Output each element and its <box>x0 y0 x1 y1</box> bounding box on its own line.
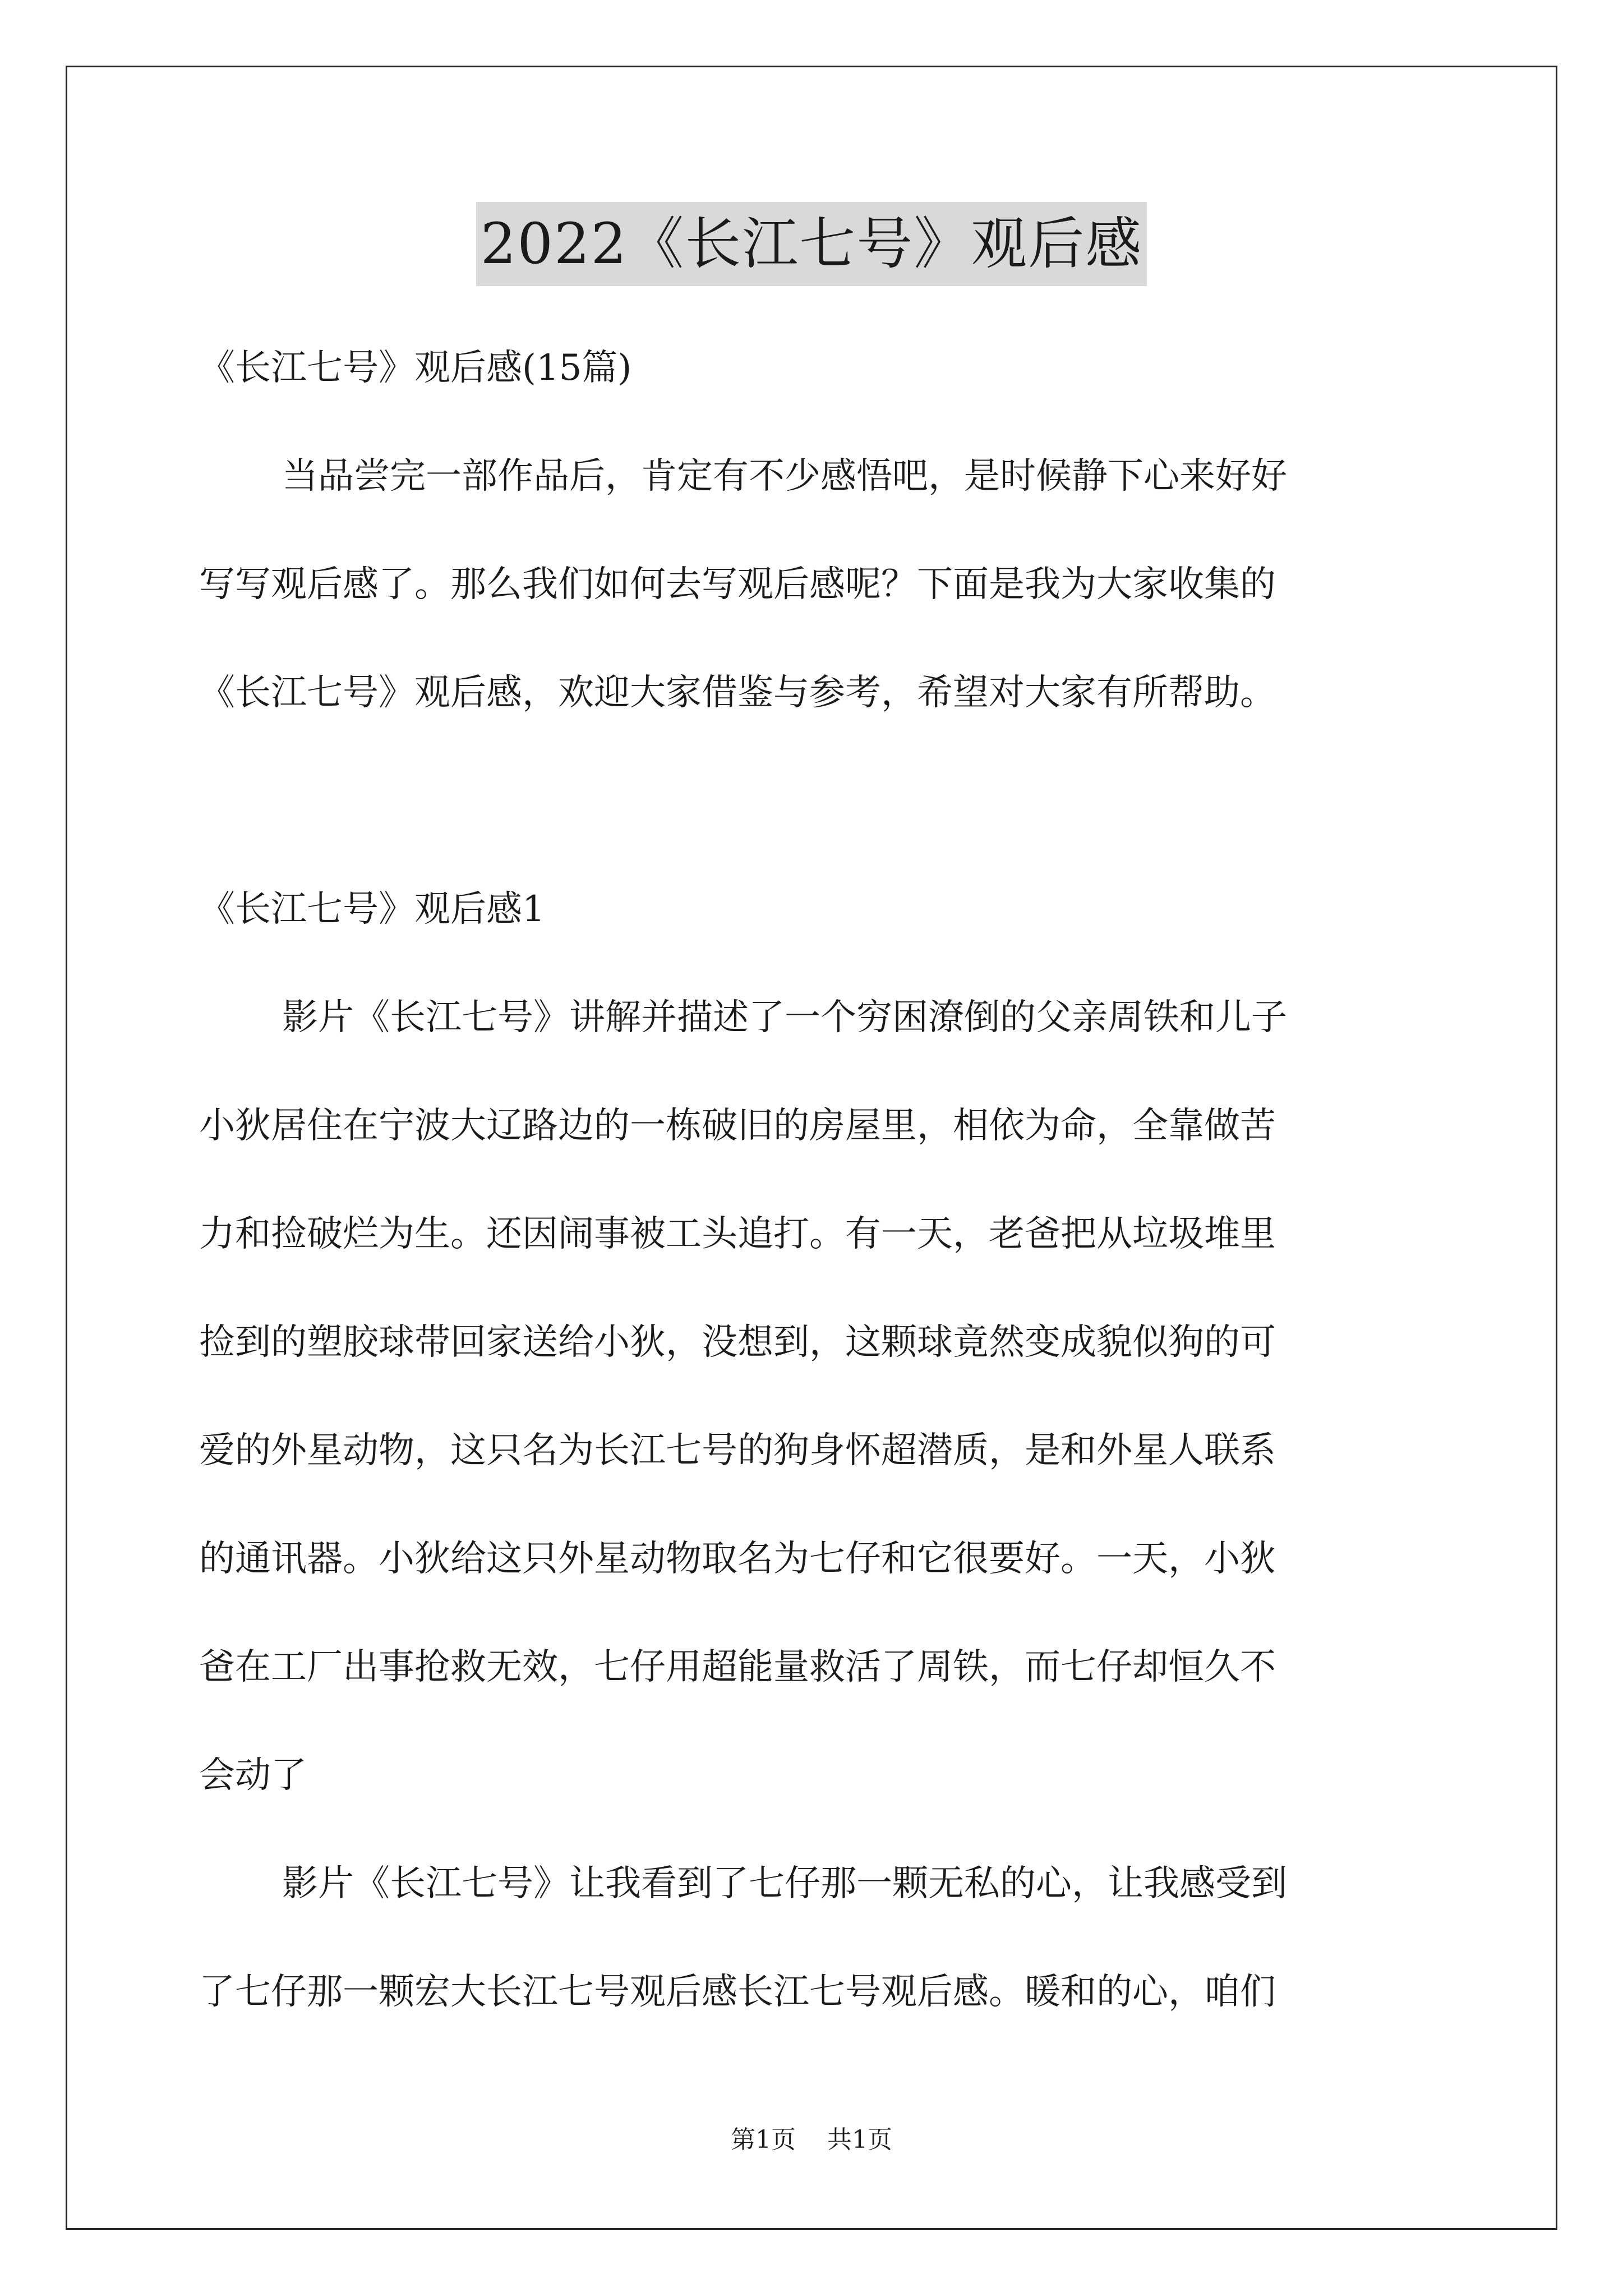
paragraph-line: 会动了 <box>199 1755 307 1796</box>
paragraph-line: 力和捡破烂为生。还因闹事被工头追打。有一天，老爸把从垃圾堆里 <box>199 1213 1276 1255</box>
paragraph-line: 小狄居住在宁波大辽路边的一栋破旧的房屋里，相依为命，全靠做苦 <box>199 1105 1276 1147</box>
paragraph-line: 了七仔那一颗宏大长江七号观后感长江七号观后感。暖和的心，咱们 <box>199 1971 1276 2013</box>
intro-line: 《长江七号》观后感，欢迎大家借鉴与参考，希望对大家有所帮助。 <box>199 672 1276 714</box>
page-number: 第1页 <box>731 2125 796 2154</box>
document-subtitle: 《长江七号》观后感(15篇) <box>199 347 632 389</box>
paragraph-line: 影片《长江七号》让我看到了七仔那一颗无私的心，让我感受到 <box>282 1863 1287 1904</box>
paragraph-spacer <box>199 747 1427 855</box>
section-heading: 《长江七号》观后感1 <box>199 889 545 930</box>
document-body <box>199 314 1427 2046</box>
intro-line: 写写观后感了。那么我们如何去写观后感呢？下面是我为大家收集的 <box>199 564 1276 605</box>
document-title: 2022《长江七号》观后感 <box>476 202 1147 286</box>
paragraph-line: 影片《长江七号》讲解并描述了一个穷困潦倒的父亲周铁和儿子 <box>282 997 1287 1038</box>
page-total: 共1页 <box>827 2125 892 2154</box>
paragraph-line: 捡到的塑胶球带回家送给小狄，没想到，这颗球竟然变成貌似狗的可 <box>199 1322 1276 1363</box>
page-footer <box>0 2123 1623 2157</box>
title-area <box>0 202 1623 286</box>
intro-line: 当品尝完一部作品后，肯定有不少感悟吧，是时候静下心来好好 <box>282 455 1287 497</box>
paragraph-line: 的通讯器。小狄给这只外星动物取名为七仔和它很要好。一天，小狄 <box>199 1538 1276 1580</box>
paragraph-line: 爸在工厂出事抢救无效，七仔用超能量救活了周铁，而七仔却恒久不 <box>199 1646 1276 1688</box>
paragraph-line: 爱的外星动物，这只名为长江七号的狗身怀超潜质，是和外星人联系 <box>199 1430 1276 1471</box>
